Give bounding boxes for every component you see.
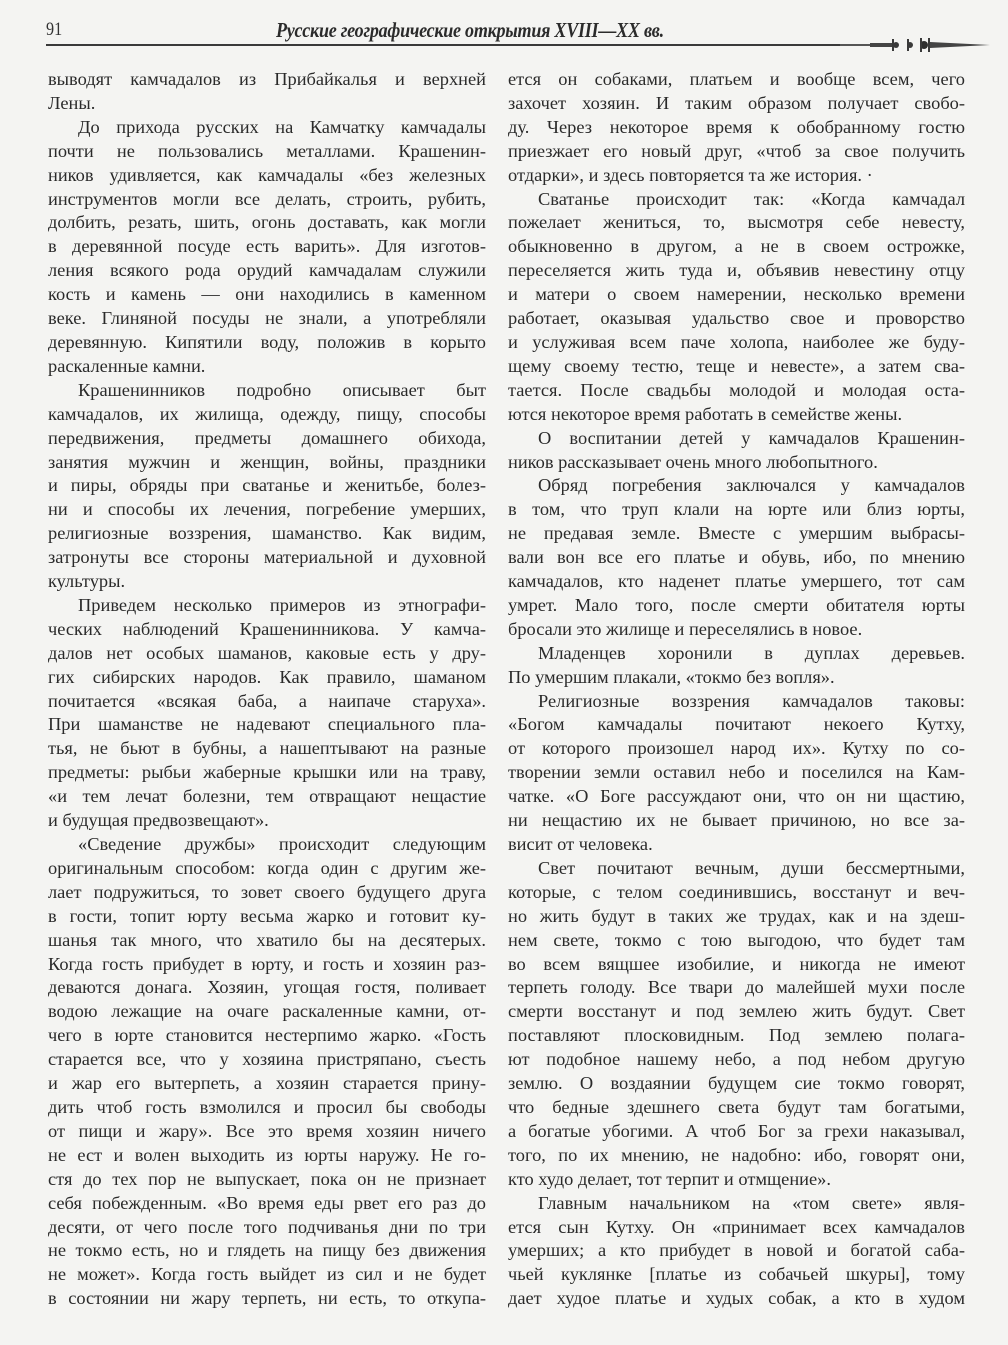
text-line: «и тем лечат болезни, тем отвращают нещастие (48, 786, 486, 807)
text-line: деваются донага. Хозяин, угощая гостя, поливает (48, 977, 486, 998)
text-line: десяти, от чего после того подчиванья дни по три (48, 1216, 486, 1237)
text-line: кто худо делает, тот терпит и отмщение». (508, 1168, 831, 1189)
text-line: По умершим плакали, «токмо без вопля». (508, 666, 835, 687)
left-column (48, 68, 486, 1311)
text-line: камчадалов, их жилища, одежду, пищу, способы (48, 403, 486, 424)
text-line: и будущая предвозвещают». (48, 810, 269, 831)
text-line: в деревянной посуде есть варить». Для изготов- (48, 236, 486, 257)
text-line: гих сибирских народов. Как правило, шаманом (48, 666, 486, 687)
text-line: не ест и волен выходить из юрты наружу. Не го- (48, 1144, 486, 1165)
text-line: веке. Глиняной посуды не знали, а употребляли (48, 308, 486, 329)
text-line: чатке. «О Боге рассуждают они, что он ни щастию, (508, 786, 965, 807)
text-line: Приведем несколько примеров из этнографи- (78, 594, 486, 615)
text-line: и жар его вытерпеть, а хозяин старается прину- (48, 1073, 486, 1094)
text-line: Главным начальником на «том свете» явля- (538, 1192, 965, 1213)
text-line: культуры. (48, 571, 126, 592)
text-line: ется сын Кутху. Он «принимает всех камчадалов (508, 1216, 965, 1237)
text-line: поставляют плосковидным. Под землею полага- (508, 1025, 965, 1046)
text-line: ления всякого рода орудий камчадалам служили (48, 260, 486, 281)
text-line: ни и способы их лечения, погребение умерших, (48, 499, 486, 520)
text-line: ют подобное нашему небо, а под небом другую (508, 1049, 965, 1070)
text-line: щему своему тестю, теще и невесте», а затем сва- (508, 355, 965, 376)
text-line: ческих наблюдений Крашенинникова. У камча- (48, 618, 486, 639)
text-line: и услуживая всем паче холопа, наиболее же буду- (508, 331, 965, 352)
text-line: ников рассказывает очень много любопытного. (508, 451, 878, 472)
text-line: камчадалов, кто наденет платье умершего, тот сам (508, 571, 965, 592)
text-line: работает, оказывая удальство свое и проворство (508, 308, 965, 329)
text-line: в состоянии ни жару терпеть, ни есть, то откупа- (48, 1288, 486, 1309)
right-column (508, 68, 965, 1311)
text-line: кость и камень — они находились в каменном (48, 284, 486, 305)
text-line: До прихода русских на Камчатку камчадалы (78, 116, 486, 137)
text-line: терпеть голоду. Все твари до малейшей мухи после (508, 977, 965, 998)
text-line: от пищи и жару». Все это время хозяин ничего (48, 1120, 486, 1141)
text-line: но жить будут в таких же трудах, как и на здеш- (508, 905, 965, 926)
text-line: которые, с телом соединившись, восстанут и веч- (508, 881, 965, 902)
text-line: а богатые убогими. А чтоб Бог за грехи наказывал, (508, 1120, 965, 1141)
text-line: ду. Через некоторое время к обобранному гостю (508, 116, 965, 137)
text-line: переселяется жить туда и, объявив невестину отцу (508, 260, 965, 281)
text-line: ются некоторое время работать в семействе жены. (508, 403, 903, 424)
text-line: чьей куклянке [платье из собачьей шкуры], тому (508, 1264, 965, 1285)
text-line: ется он собаками, платьем и вообще всем, чего (508, 69, 965, 89)
text-line: Религиозные воззрения камчадалов таковы: (538, 690, 965, 711)
text-line: не может». Когда гость выйдет из сил и не будет (48, 1264, 486, 1285)
text-line: Обряд погребения заключался у камчадалов (538, 475, 965, 496)
text-line: нем свете, токмо с тою выгодою, что будет там (508, 929, 965, 950)
text-line: Свет почитают вечным, души бессмертными, (538, 857, 965, 878)
text-line: Крашенинников подробно описывает быт (78, 379, 486, 400)
text-line: О воспитании детей у камчадалов Крашенин- (538, 427, 965, 448)
text-line: в том, что труп клали на юрте или близ юрты, (508, 499, 965, 520)
text-line: умрет. Мало того, после смерти обитателя юрты (508, 594, 965, 615)
running-title: Русские географические открытия XVIII—XX вв. (276, 18, 664, 42)
text-line: приезжает его новый друг, «чтоб за свое получить (508, 140, 965, 161)
text-line: в гости, топит юрту весьма жарко и готовит ку- (48, 905, 486, 926)
text-line: выводят камчадалов из Прибайкалья и верхней (48, 69, 486, 89)
text-line: занятия мужчин и женщин, войны, праздники (48, 451, 486, 472)
text-line: «Сведение дружбы» происходит следующим (78, 834, 486, 854)
text-line: старается все, что у хозяина пристряпано, съесть (48, 1049, 486, 1070)
page-header (0, 0, 1008, 50)
text-line: затронуты все стороны материальной и духовной (48, 547, 486, 568)
text-line: не токмо есть, но и глядеть на пищу без движения (48, 1240, 486, 1261)
text-line: почитается «всякая баба, а наипаче старуха». (48, 690, 486, 711)
ornament-icon (840, 36, 990, 54)
text-line: висит от человека. (508, 834, 653, 854)
page-number: 91 (46, 19, 63, 40)
text-line: долбить, резать, шить, огонь доставать, как могли (48, 212, 486, 233)
text-line: от которого произошел народ их». Кутху по со- (508, 738, 965, 759)
text-line: водою лежащие на очаге раскаленные камни, от- (48, 1001, 486, 1022)
text-line: землю. О воздаянии будущем сие токмо говорят, (508, 1073, 965, 1094)
text-line: тается. После свадьбы молодой и молодая оста- (508, 379, 965, 400)
text-line: захочет хозяин. И таким образом получает свобо- (508, 92, 965, 113)
text-line: оригинальным способом: когда один с другим же- (48, 857, 486, 878)
text-line: Младенцев хоронили в дуплах деревьев. (538, 642, 965, 663)
text-line: почти не пользовались металлами. Крашенин- (48, 140, 486, 161)
text-line: дить чтоб гость взмолился и просил бы свободы (48, 1096, 486, 1117)
text-line: ников удивляется, как камчадалы «без железных (48, 164, 486, 185)
text-line: предметы: рыбьи жаберные крышки или на траву, (48, 762, 486, 783)
text-line: далов нет особых шаманов, каковые есть у дру- (48, 642, 486, 663)
text-line: умерших; а кто прибудет в новой и богатой саба- (508, 1240, 965, 1261)
text-line: тья, не бьют в бубны, а нашептывают на разные (48, 738, 486, 759)
text-line: вали вон все его платье и обувь, ибо, по мнению (508, 547, 965, 568)
text-line: При шаманстве не надевают специального пла- (48, 714, 486, 735)
text-line: Лены. (48, 92, 96, 113)
text-line: инструментов могли все делать, строить, рубить, (48, 188, 486, 209)
text-line: себя побежденным. «Во время еды рвет его раз до (48, 1192, 486, 1213)
text-line: пожелает жениться, то, высмотря себе невесту, (508, 212, 965, 233)
text-line: во всем вящшее изобилие, и никогда не имеют (508, 953, 965, 974)
text-line: ни нещастию их не бывает причиною, но все за- (508, 810, 965, 831)
text-line: обыкновенно в другом, а не в своем острожке, (508, 236, 965, 257)
text-line: стя до тех пор не выпускает, пока он не признает (48, 1168, 486, 1189)
text-line: раскаленные камни. (48, 355, 206, 376)
text-line: бросали это жилище и переселялись в новое. (508, 618, 863, 639)
text-line: того, по их мнению, не надобно: ибо, говорят они, (508, 1144, 965, 1165)
text-line: дает худое платье и худых собак, а кто в худом (508, 1288, 965, 1309)
text-line: лает подружиться, то зовет своего будущего друга (48, 881, 486, 902)
text-line: чего в юрте становится нестерпимо жарко. «Гость (48, 1025, 486, 1046)
text-line: и матери о своем намерении, несколько времени (508, 284, 965, 305)
text-line: «Богом камчадалы почитают некоего Кутху, (508, 714, 965, 735)
text-line: смерти восстанут и под землею жить будут. Свет (508, 1001, 965, 1022)
text-line: не предавая земле. Вместе с умершим выбрасы- (508, 523, 965, 544)
text-line: Сватанье происходит так: «Когда камчадал (538, 188, 965, 209)
text-line: отдарки», и здесь повторяется та же история. · (508, 164, 873, 185)
text-line: и пиры, обряды при сватанье и женитьбе, болез- (48, 475, 486, 496)
text-line: шанья так много, что хватило бы на десятерых. (48, 929, 486, 950)
text-line: религиозные воззрения, шаманство. Как видим, (48, 523, 486, 544)
text-line: что бедные здешнего света будут там богатыми, (508, 1096, 965, 1117)
text-line: Когда гость прибудет в юрту, и гость и хозяин раз- (48, 953, 486, 974)
text-line: передвижения, предметы домашнего обихода, (48, 427, 486, 448)
text-line: деревянную. Кипятили воду, положив в корыто (48, 331, 486, 352)
text-line: творении земли оставил небо и поселился на Кам- (508, 762, 965, 783)
header-rule (46, 44, 846, 46)
